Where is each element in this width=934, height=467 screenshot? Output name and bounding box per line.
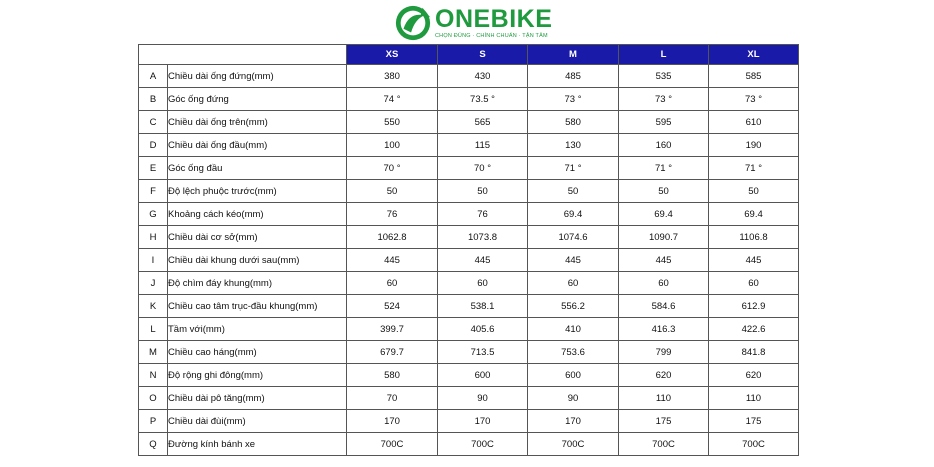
size-value: 90 [438,387,528,410]
row-name: Độ rộng ghi đông(mm) [168,364,347,387]
row-name: Độ lệch phuộc trước(mm) [168,180,347,203]
size-value: 445 [709,249,799,272]
row-code: N [139,364,168,387]
row-name: Chiều dài đùi(mm) [168,410,347,433]
size-value: 73 ° [709,88,799,111]
size-value: 100 [347,134,438,157]
size-value: 620 [619,364,709,387]
size-value: 612.9 [709,295,799,318]
row-code: D [139,134,168,157]
size-value: 74 ° [347,88,438,111]
table-row [139,203,799,226]
row-name: Đường kính bánh xe [168,433,347,456]
size-value: 60 [438,272,528,295]
size-value: 620 [709,364,799,387]
size-value: 50 [619,180,709,203]
table-row [139,272,799,295]
table-row [139,226,799,249]
row-name: Độ chìm đáy khung(mm) [168,272,347,295]
size-value: 422.6 [709,318,799,341]
size-value: 399.7 [347,318,438,341]
size-value: 50 [438,180,528,203]
size-value: 380 [347,65,438,88]
table-row [139,410,799,433]
size-value: 76 [438,203,528,226]
size-value: 538.1 [438,295,528,318]
table-row [139,249,799,272]
size-value: 430 [438,65,528,88]
table-row [139,88,799,111]
size-value: 170 [438,410,528,433]
row-code: C [139,111,168,134]
size-value: 550 [347,111,438,134]
row-name: Chiều dài ống trên(mm) [168,111,347,134]
size-value: 1106.8 [709,226,799,249]
row-name: Chiều cao háng(mm) [168,341,347,364]
size-value: 700C [528,433,619,456]
row-name: Tầm với(mm) [168,318,347,341]
size-value: 713.5 [438,341,528,364]
row-code: E [139,157,168,180]
row-code: F [139,180,168,203]
size-value: 445 [438,249,528,272]
size-value: 524 [347,295,438,318]
row-code: L [139,318,168,341]
size-value: 410 [528,318,619,341]
size-value: 580 [528,111,619,134]
row-name: Khoảng cách kéo(mm) [168,203,347,226]
size-value: 50 [528,180,619,203]
size-value: 799 [619,341,709,364]
table-row [139,341,799,364]
table-row [139,111,799,134]
size-value: 69.4 [528,203,619,226]
table-row [139,180,799,203]
table-row [139,65,799,88]
row-code: Q [139,433,168,456]
table-row [139,295,799,318]
size-value: 1062.8 [347,226,438,249]
size-value: 445 [347,249,438,272]
row-name: Góc ống đứng [168,88,347,111]
size-value: 610 [709,111,799,134]
brand-logo [394,3,552,43]
size-value: 600 [438,364,528,387]
size-value: 73 ° [528,88,619,111]
size-value: 70 ° [438,157,528,180]
size-value: 585 [709,65,799,88]
size-value: 70 [347,387,438,410]
row-name: Góc ống đầu [168,157,347,180]
size-value: 535 [619,65,709,88]
size-value: 445 [528,249,619,272]
size-value: 190 [709,134,799,157]
row-name: Chiều dài khung dưới sau(mm) [168,249,347,272]
size-value: 405.6 [438,318,528,341]
header-blank-cell [139,45,347,65]
size-value: 600 [528,364,619,387]
size-value: 700C [619,433,709,456]
size-value: 60 [528,272,619,295]
size-value: 584.6 [619,295,709,318]
row-name: Chiều dài cơ sở(mm) [168,226,347,249]
row-code: O [139,387,168,410]
row-code: J [139,272,168,295]
size-value: 110 [619,387,709,410]
size-value: 170 [347,410,438,433]
size-value: 73 ° [619,88,709,111]
row-code: K [139,295,168,318]
table-row [139,364,799,387]
size-value: 71 ° [709,157,799,180]
table-row [139,157,799,180]
size-value: 445 [619,249,709,272]
size-header: XL [709,45,799,65]
size-value: 753.6 [528,341,619,364]
row-name: Chiều cao tâm trục-đầu khung(mm) [168,295,347,318]
size-value: 700C [438,433,528,456]
row-code: B [139,88,168,111]
table-row [139,134,799,157]
bike-logo-icon [394,4,432,42]
size-value: 679.7 [347,341,438,364]
size-value: 70 ° [347,157,438,180]
size-value: 69.4 [619,203,709,226]
row-name: Chiều dài ống đứng(mm) [168,65,347,88]
size-value: 130 [528,134,619,157]
row-name: Chiều dài ống đầu(mm) [168,134,347,157]
size-value: 416.3 [619,318,709,341]
size-value: 175 [619,410,709,433]
geometry-table [138,44,799,456]
table-header-row [139,45,799,65]
size-value: 76 [347,203,438,226]
brand-name: ONEBIKE [435,4,553,33]
size-value: 841.8 [709,341,799,364]
size-value: 115 [438,134,528,157]
size-value: 160 [619,134,709,157]
size-value: 1073.8 [438,226,528,249]
size-value: 175 [709,410,799,433]
size-header: L [619,45,709,65]
size-value: 60 [709,272,799,295]
row-code: M [139,341,168,364]
size-value: 50 [709,180,799,203]
table-row [139,387,799,410]
size-value: 60 [619,272,709,295]
size-header: XS [347,45,438,65]
row-code: H [139,226,168,249]
row-code: G [139,203,168,226]
row-code: P [139,410,168,433]
size-value: 565 [438,111,528,134]
table-row [139,318,799,341]
brand-tagline: CHỌN ĐÚNG · CHÍNH CHUẨN · TẬN TÂM [435,32,548,39]
size-value: 485 [528,65,619,88]
row-code: A [139,65,168,88]
row-code: I [139,249,168,272]
size-value: 170 [528,410,619,433]
size-value: 595 [619,111,709,134]
size-value: 1090.7 [619,226,709,249]
size-value: 73.5 ° [438,88,528,111]
row-name: Chiều dài pô tăng(mm) [168,387,347,410]
table-row [139,433,799,456]
size-value: 69.4 [709,203,799,226]
size-value: 71 ° [619,157,709,180]
size-value: 700C [709,433,799,456]
size-value: 110 [709,387,799,410]
size-value: 71 ° [528,157,619,180]
size-header: M [528,45,619,65]
size-value: 50 [347,180,438,203]
size-value: 1074.6 [528,226,619,249]
size-header: S [438,45,528,65]
size-value: 90 [528,387,619,410]
size-value: 700C [347,433,438,456]
size-value: 556.2 [528,295,619,318]
size-value: 580 [347,364,438,387]
size-value: 60 [347,272,438,295]
